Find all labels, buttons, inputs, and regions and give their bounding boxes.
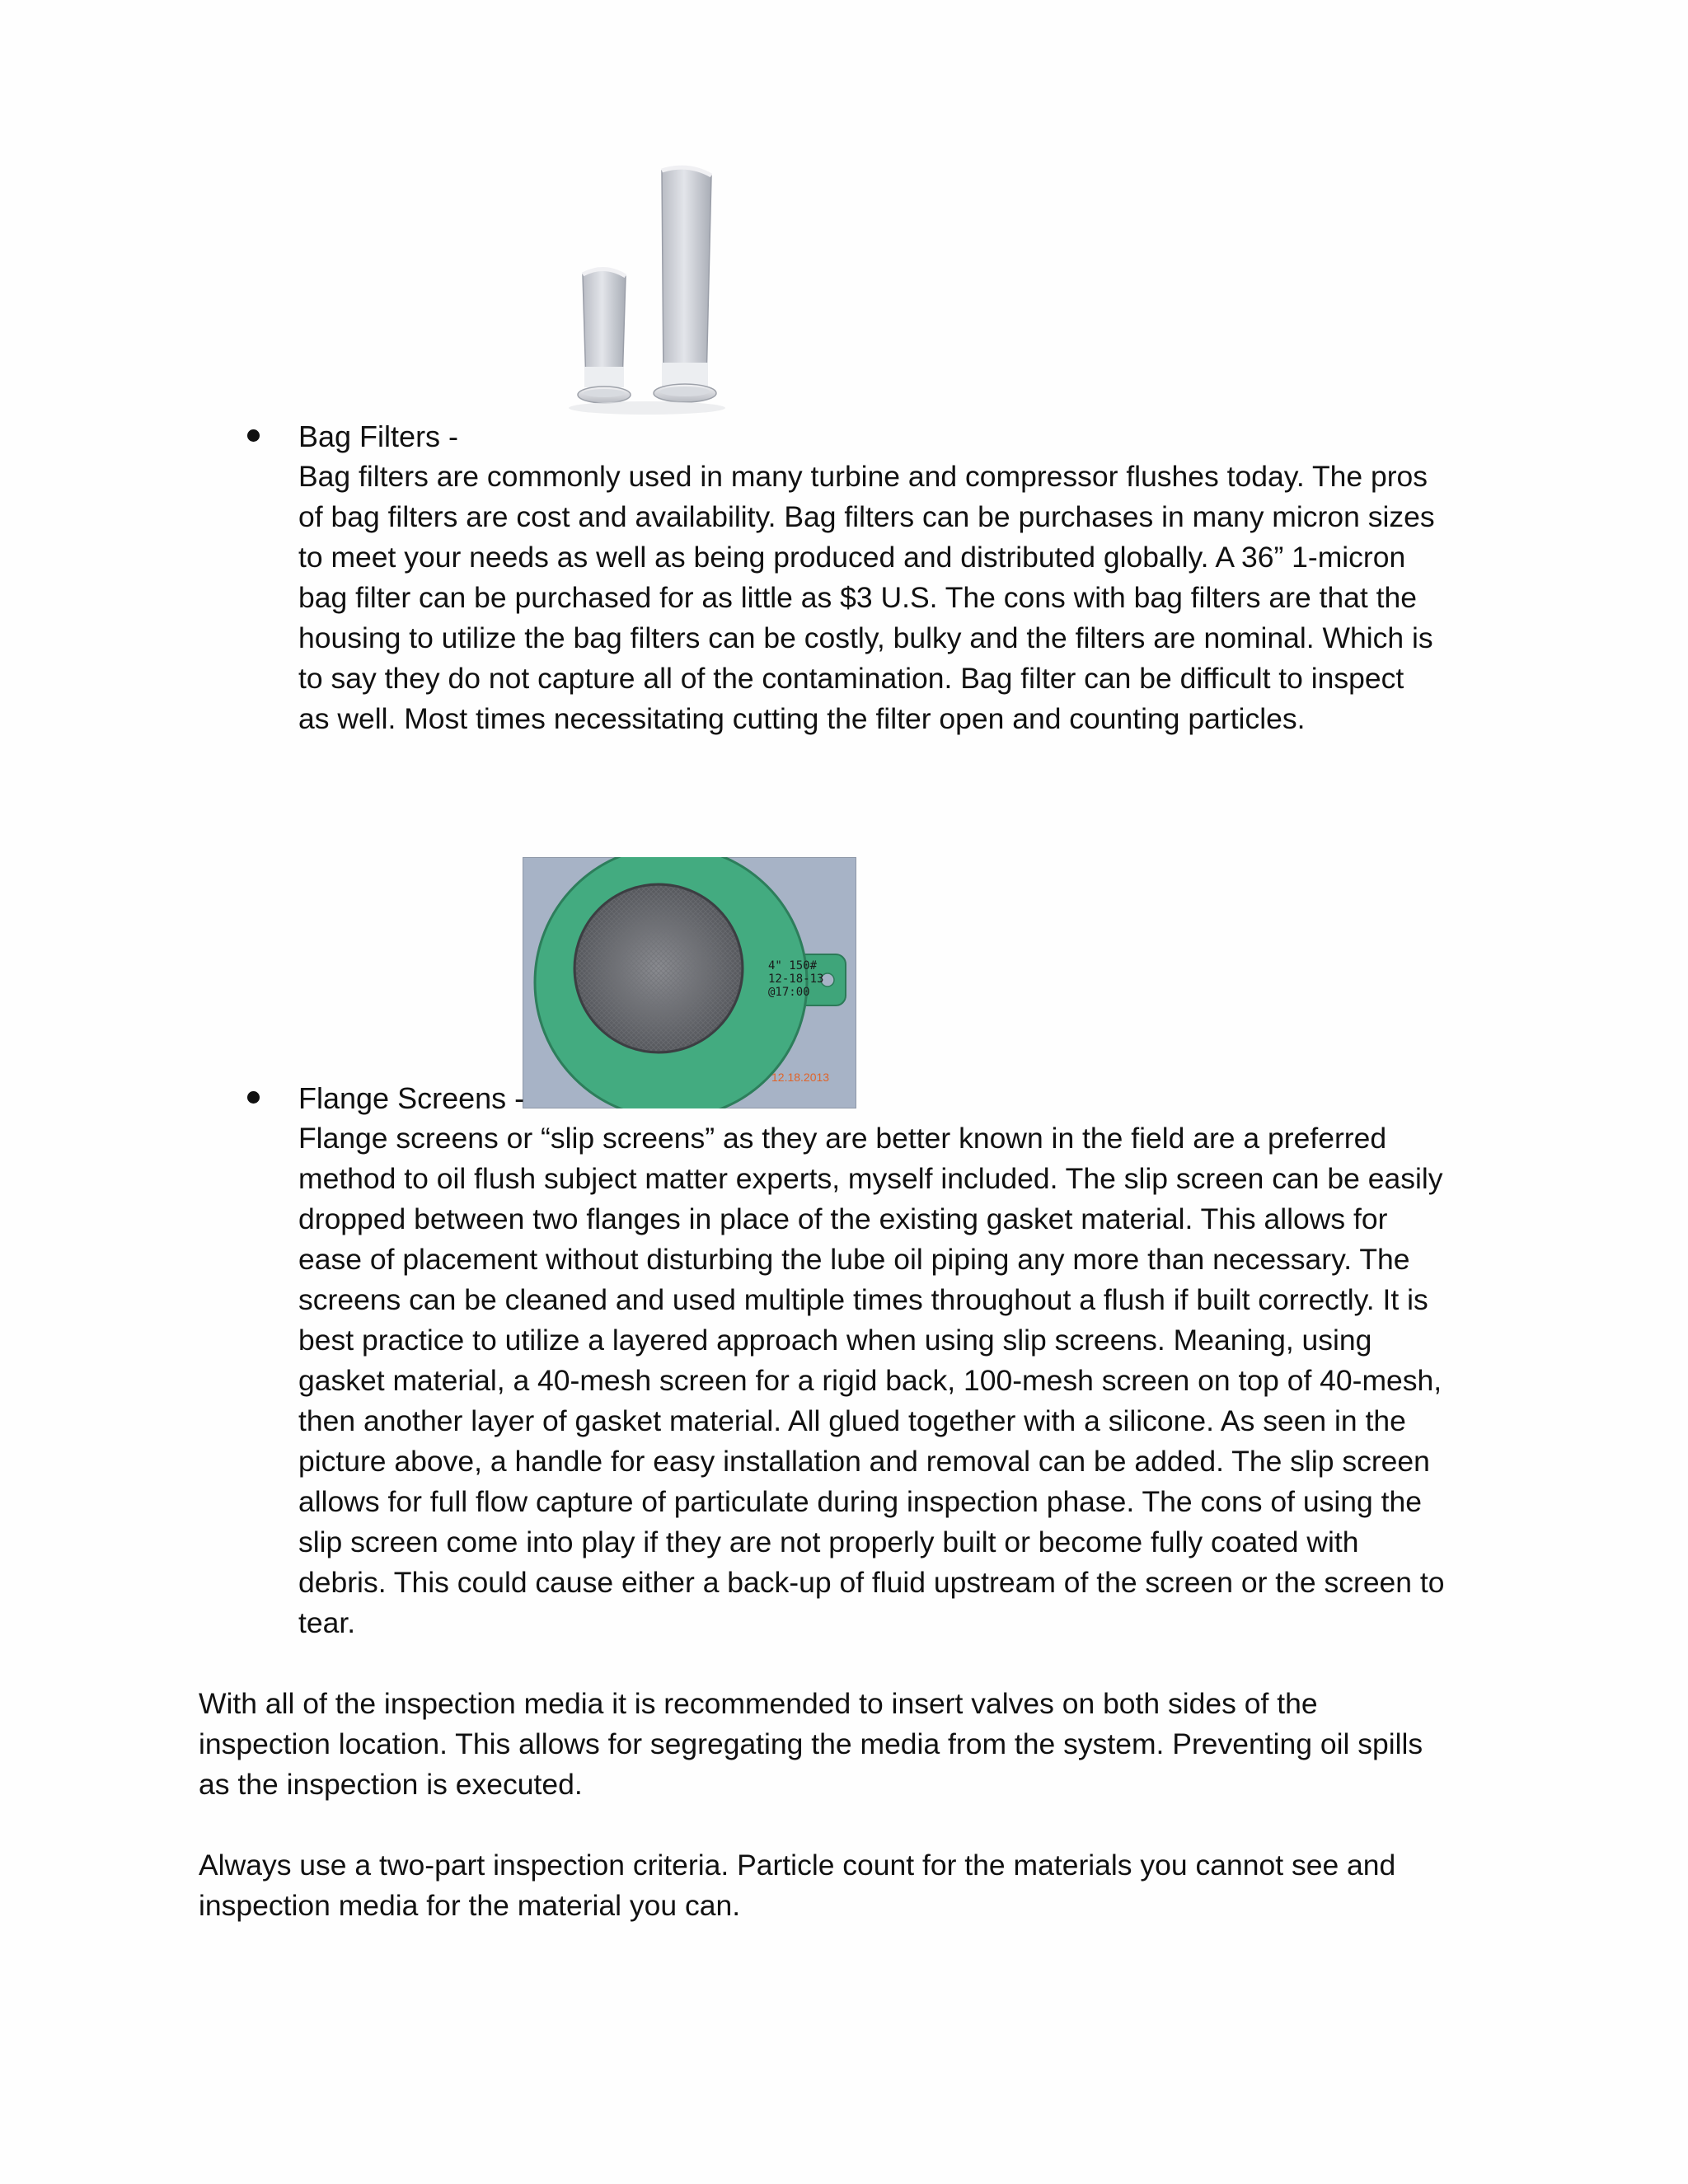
date-stamp: 12.18.2013: [771, 1071, 830, 1084]
bag-filters-photo: [565, 161, 771, 433]
tag-line: 12-18-13: [768, 972, 824, 986]
bullet-icon: [247, 429, 260, 442]
item-body: Flange screens or “slip screens” as they are better known in the field are a preferred method to oil flush subject matter experts, myself included. The slip screen can be easily dropped between two flanges in place of the existing gasket material. This allows for ease of placement without disturbing the lube oil piping any more than necessary. The screens can be cleaned and used multiple times throughout a flush if built correctly. It is best practice to utilize a layered approach when using slip screens. Meaning, using gasket material, a 40-mesh screen for a rigid back, 100-mesh screen on top of 40-mesh, then another layer of gasket material. All glued together with a silicone. As seen in the picture above, a handle for easy installation and removal can be added. The slip screen allows for full flow capture of particulate during inspection phase. The cons of using the slip screen come into play if they are not properly built or become fully coated with debris. This could cause either a back-up of fluid upstream of the screen or the screen to tear.: [298, 1122, 1445, 1639]
paragraph: With all of the inspection media it is recommended to insert valves on both sides of the inspection location. This allows for segregating the media from the system. Preventing oil spills as the inspection is executed.: [199, 1687, 1423, 1801]
tag-line: @17:00: [768, 986, 810, 999]
item-label: Flange Screens -: [298, 1081, 525, 1115]
bullet-icon: [247, 1091, 260, 1104]
item-body: Bag filters are commonly used in many turbine and compressor flushes today. The pros of bag filters are cost and availability. Bag filters can be purchases in many micron sizes to meet your needs as well as being produced and distributed globally. A 36” 1-micron bag filter can be purchased for as little as $3 U.S. The cons with bag filters are that the housing to utilize the bag filters can be costly, bulky and the filters are nominal. Which is to say they do not capture all of the contamination. Bag filter can be difficult to inspect as well. Most times necessitating cutting the filter open and counting particles.: [298, 460, 1435, 735]
paragraph: Always use a two-part inspection criteria. Particle count for the materials you cannot see and inspection media for the material you can.: [199, 1849, 1396, 1922]
item-label: Bag Filters -: [298, 419, 459, 453]
flange-screen-photo: [523, 857, 856, 1108]
tag-line: 4" 150#: [768, 959, 818, 972]
